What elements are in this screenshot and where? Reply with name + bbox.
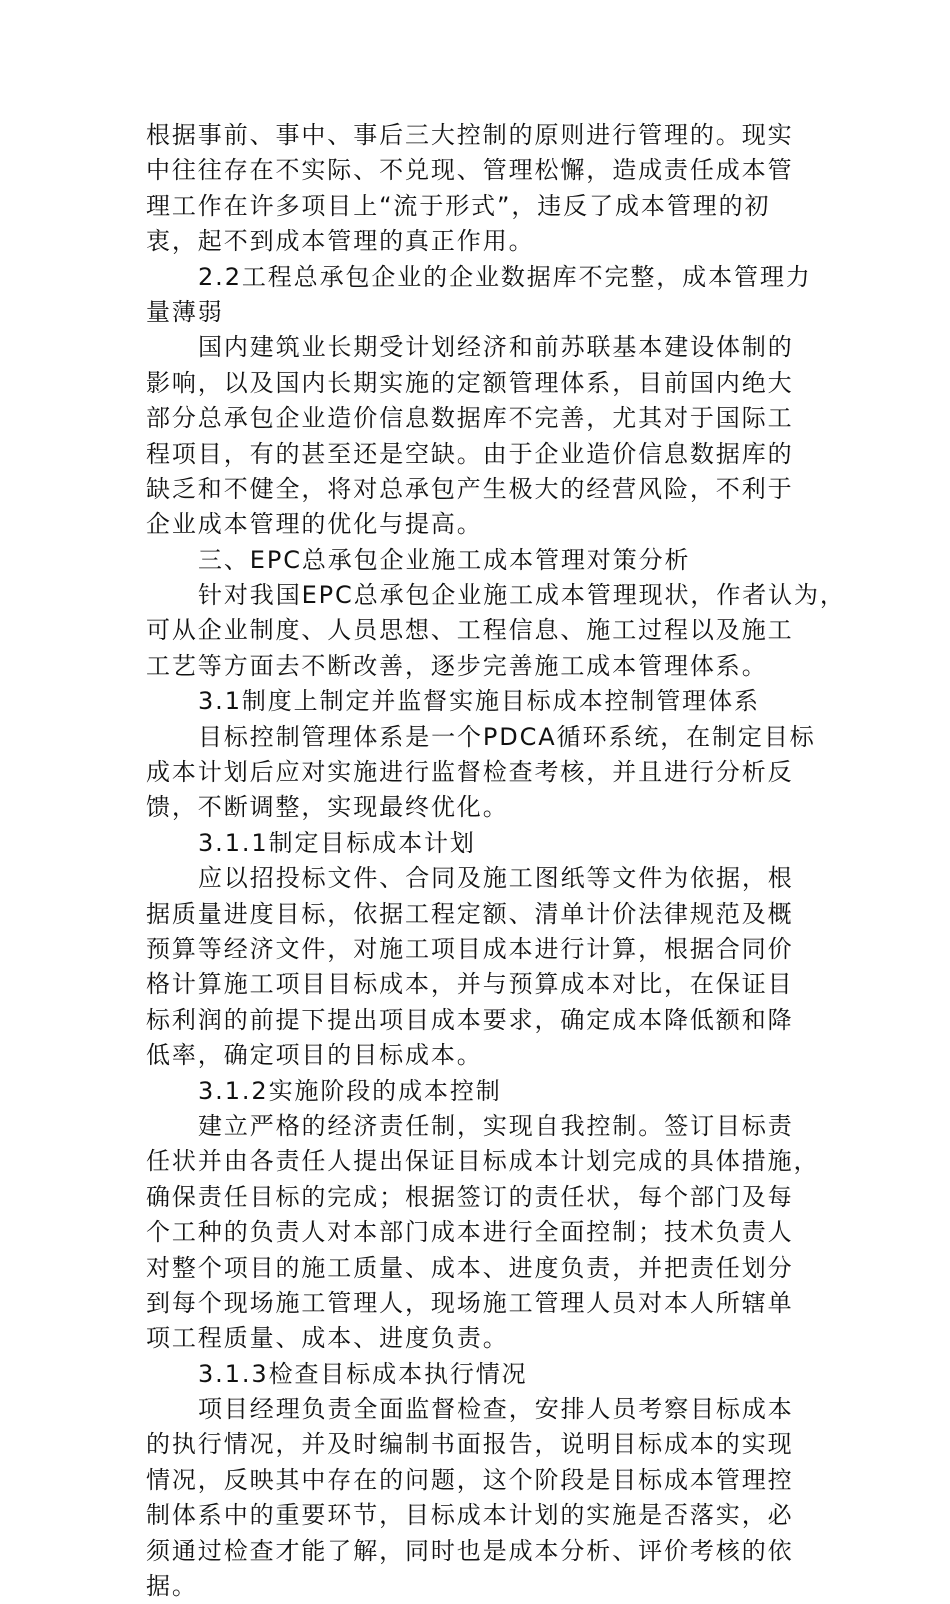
section-heading-3-1-2: [146, 1074, 812, 1109]
heading-line: 量薄弱: [146, 297, 224, 326]
text-line: 企业成本管理的优化与提高。: [146, 510, 483, 539]
text-line: 到每个现场施工管理人，现场施工管理人员对本人所辖单: [146, 1288, 794, 1317]
paragraph-implementation-control: [146, 1109, 820, 1357]
text-line: 理工作在许多项目上“流于形式”，违反了成本管理的初: [146, 191, 771, 220]
paragraph-epc-overview: [146, 578, 846, 684]
text-line: 对整个项目的施工质量、成本、进度负责，并把责任划分: [146, 1253, 794, 1282]
text-line: 个工种的负责人对本部门成本进行全面控制；技术负责人: [146, 1218, 794, 1247]
section-heading-3-1-1: [146, 826, 812, 861]
heading-line: 3.1制度上制定并监督实施目标成本控制管理体系: [198, 687, 760, 716]
paragraph-continuation: [146, 118, 812, 260]
text-line: 中往往存在不实际、不兑现、管理松懈，造成责任成本管: [146, 156, 794, 185]
heading-line: 3.1.3检查目标成本执行情况: [198, 1359, 528, 1388]
text-line: 情况，反映其中存在的问题，这个阶段是目标成本管理控: [146, 1465, 794, 1494]
text-line: 工艺等方面去不断改善，逐步完善施工成本管理体系。: [146, 651, 768, 680]
text-line: 衷，起不到成本管理的真正作用。: [146, 227, 535, 256]
text-line: 格计算施工项目目标成本，并与预算成本对比，在保证目: [146, 970, 794, 999]
text-line: 制体系中的重要环节，目标成本计划的实施是否落实，必: [146, 1501, 794, 1530]
paragraph-pdca: [146, 720, 816, 826]
text-line: 应以招投标文件、合同及施工图纸等文件为依据，根: [198, 864, 794, 893]
text-line: 国内建筑业长期受计划经济和前苏联基本建设体制的: [198, 333, 794, 362]
text-line: 据质量进度目标，依据工程定额、清单计价法律规范及概: [146, 899, 794, 928]
heading-line: 3.1.2实施阶段的成本控制: [198, 1076, 502, 1105]
text-line: 项工程质量、成本、进度负责。: [146, 1324, 509, 1353]
section-heading-3-1-3: [146, 1357, 812, 1392]
text-line: 部分总承包企业造价信息数据库不完善，尤其对于国际工: [146, 404, 794, 433]
text-line: 任状并由各责任人提出保证目标成本计划完成的具体措施，: [146, 1147, 820, 1176]
document-page: [146, 118, 846, 1604]
text-line: 馈，不断调整，实现最终优化。: [146, 793, 509, 822]
heading-line: 三、EPC总承包企业施工成本管理对策分析: [198, 545, 691, 574]
paragraph-database: [146, 330, 812, 542]
text-line: 须通过检查才能了解，同时也是成本分析、评价考核的依: [146, 1536, 794, 1565]
paragraph-target-cost-plan: [146, 861, 812, 1073]
heading-line: 2.2工程总承包企业的企业数据库不完整，成本管理力: [198, 262, 812, 291]
text-line: 缺乏和不健全，将对总承包产生极大的经营风险，不利于: [146, 474, 794, 503]
text-line: 成本计划后应对实施进行监督检查考核，并且进行分析反: [146, 758, 794, 787]
text-line: 低率，确定项目的目标成本。: [146, 1041, 483, 1070]
text-line: 影响，以及国内长期实施的定额管理体系，目前国内绝大: [146, 368, 794, 397]
text-line: 针对我国EPC总承包企业施工成本管理现状，作者认为，: [198, 581, 846, 610]
text-line: 程项目，有的甚至还是空缺。由于企业造价信息数据库的: [146, 439, 794, 468]
text-line: 可从企业制度、人员思想、工程信息、施工过程以及施工: [146, 616, 794, 645]
text-line: 预算等经济文件，对施工项目成本进行计算，根据合同价: [146, 934, 794, 963]
section-heading-3-1: [146, 684, 812, 719]
section-heading-2-2: [146, 260, 812, 331]
text-line: 确保责任目标的完成；根据签订的责任状，每个部门及每: [146, 1182, 794, 1211]
text-line: 建立严格的经济责任制，实现自我控制。签订目标责: [198, 1111, 794, 1140]
text-line: 据。: [146, 1572, 198, 1601]
paragraph-inspection: [146, 1392, 812, 1604]
text-line: 目标控制管理体系是一个PDCA循环系统，在制定目标: [198, 722, 816, 751]
section-heading-3: [146, 543, 812, 578]
text-line: 标利润的前提下提出项目成本要求，确定成本降低额和降: [146, 1005, 794, 1034]
text-line: 根据事前、事中、事后三大控制的原则进行管理的。现实: [146, 121, 794, 149]
text-line: 项目经理负责全面监督检查，安排人员考察目标成本: [198, 1395, 794, 1424]
text-line: 的执行情况，并及时编制书面报告，说明目标成本的实现: [146, 1430, 794, 1459]
heading-line: 3.1.1制定目标成本计划: [198, 828, 476, 857]
